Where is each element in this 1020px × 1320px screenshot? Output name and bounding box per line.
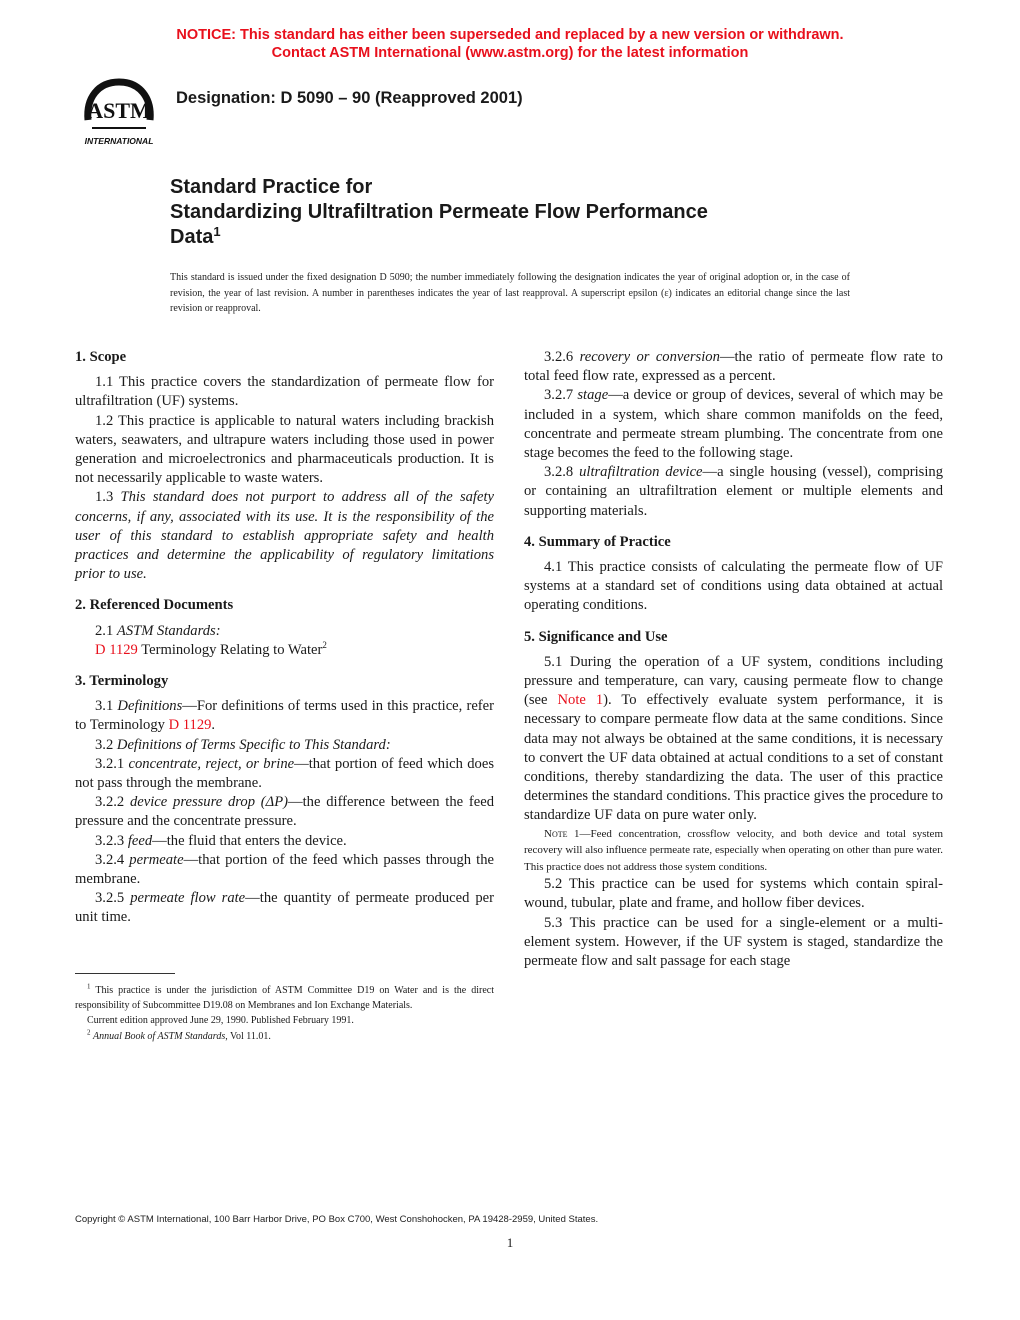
issued-note: This standard is issued under the fixed designation D 5090; the number immediately following the designation indicates the year of original adoption or, in the case of revision, the year of last revision. A number in parentheses indicates the year of last reapproval. A superscript epsilon (ε) indicates an editorial change since the last revision or reapproval. <box>170 272 850 314</box>
paragraph: 1.3 This standard does not purport to address all of the safety concerns, if any, associated with its use. It is the responsibility of the user of this standard to establish appropriate safety and health practices and determine the applicability of regulatory limitations prior to use. <box>75 489 494 583</box>
title-line-3: Data$^1$ <box>170 224 221 248</box>
paragraph: 5.2 This practice can be used for systems which contain spiral-wound, tubular, plate and frame, and hollow fiber devices. <box>524 876 943 912</box>
footnotes <box>75 983 494 1044</box>
paragraph: 5.1 During the operation of a UF system, conditions including pressure and temperature, can vary, causing permeate flow to change (see Note 1). To effectively evaluate system performance, it is necessary to compare permeate flow data at the same conditions. Since data may not always be obtained at the same conditions, it is necessary to convert the UF data obtained at actual conditions to a set of constant conditions, thereby standardizing the data. The user of this practice determines the standard conditions. This practice gives the procedure to standardize UF data on pure water only. <box>524 653 943 824</box>
footnote-divider <box>75 973 175 974</box>
paragraph: 4.1 This practice consists of calculating the permeate flow of UF systems at a standard set of conditions using data obtained at actual operating conditions. <box>524 559 943 614</box>
note-1: Note 1—Feed concentration, crossflow velocity, and both device and total system recovery will also influence permeate rate, especially when operating on other than pure water. This practice does not address those system conditions. <box>524 827 943 873</box>
reference-item: D 1129 Terminology Relating to Water$^2$ <box>95 639 327 658</box>
definition-item: 3.2.4 permeate—that portion of the feed which passes through the membrane. <box>75 851 494 888</box>
section-heading: 4. Summary of Practice <box>524 533 671 550</box>
definition-item: 3.2.8 ultrafiltration device—a single housing (vessel), comprising or containing an ultrafiltration element or multiple elements and supporting materials. <box>524 464 943 519</box>
section-heading: 1. Scope <box>75 349 127 365</box>
note-1-link[interactable]: Note 1 <box>557 692 604 709</box>
paragraph: 1.1 This practice covers the standardization of permeate flow for ultrafiltration (UF) systems. <box>75 374 494 410</box>
title-footnote-mark[interactable]: 1 <box>213 224 221 239</box>
definition-item: 3.2.6 recovery or conversion—the ratio of permeate flow rate to total feed flow rate, expressed as a percent. <box>524 349 943 385</box>
paragraph: 3.2 Definitions of Terms Specific to This Standard: <box>95 736 391 753</box>
document-title <box>170 175 890 250</box>
astm-logo-icon <box>78 76 160 148</box>
section-heading: 5. Significance and Use <box>524 628 668 645</box>
footnote-2: $^2$ Annual Book of ASTM Standards, Vol 11.01. <box>87 1028 271 1042</box>
section-heading: 2. Referenced Documents <box>75 597 234 614</box>
footnote-1-edition: Current edition approved June 29, 1990. Published February 1991. <box>87 1015 354 1027</box>
title-line-2: Standardizing Ultrafiltration Permeate Flow Performance <box>170 201 708 223</box>
astm-logo <box>78 76 160 148</box>
designation: Designation: D 5090 – 90 (Reapproved 2001) <box>176 89 523 107</box>
withdrawal-notice <box>0 26 1020 62</box>
definition-item: 3.2.1 concentrate, reject, or brine—that portion of feed which does not pass through the membrane. <box>75 755 495 792</box>
logo-letters: ASTM <box>87 98 151 123</box>
right-column <box>524 348 943 971</box>
definition-item: 3.2.7 stage—a device or group of devices, several of which may be included in a system, which share common manifolds on the feed, concentrate and permeate stream plumbing. The concentrate from one stage becomes the feed to the following stage. <box>524 387 943 462</box>
logo-caption: INTERNATIONAL <box>84 136 154 146</box>
definition-item: 3.2.5 permeate flow rate—the quantity of permeate produced per unit time. <box>75 890 495 926</box>
ref-footnote-mark[interactable]: 2 <box>322 639 327 650</box>
paragraph: 1.2 This practice is applicable to natural waters including brackish waters, seawaters, and ultrapure waters including those used in power generation and microelectronics and pharmaceuticals production. It is not necessarily applicable to waste waters. <box>75 412 494 487</box>
footnote-1: $^1$ This practice is under the jurisdiction of ASTM Committee D19 on Water and is the direct responsibility of Subcommittee D19.08 on Membranes and Ion Exchange Materials. <box>75 982 494 1012</box>
notice-line-2: Contact ASTM International (www.astm.org) for the latest information <box>271 45 749 61</box>
paragraph: 3.1 Definitions—For definitions of terms used in this practice, refer to Terminology D 1129. <box>75 698 494 734</box>
paragraph: 2.1 ASTM Standards: <box>95 622 221 639</box>
term-link-d1129[interactable]: D 1129 <box>168 717 212 734</box>
paragraph: 5.3 This practice can be used for a single-element or a multi-element system. However, if the UF system is staged, standardize the permeate flow and salt passage for each stage <box>524 914 943 969</box>
copyright: Copyright © ASTM International, 100 Barr Harbor Drive, PO Box C700, West Conshohocken, PA 19428-2959, United States. <box>75 1214 599 1225</box>
title-line-1: Standard Practice for <box>170 176 373 198</box>
definition-item: 3.2.2 device pressure drop (ΔP)—the difference between the feed pressure and the concentrate pressure. <box>75 794 495 830</box>
left-column <box>75 348 494 928</box>
ref-link-d1129[interactable]: D 1129 <box>95 641 138 658</box>
notice-line-1: NOTICE: This standard has either been superseded and replaced by a new version or withdrawn. <box>176 27 844 43</box>
page-number: 1 <box>506 1235 514 1250</box>
section-heading: 3. Terminology <box>75 673 169 690</box>
definition-item: 3.2.3 feed—the fluid that enters the device. <box>95 832 347 849</box>
